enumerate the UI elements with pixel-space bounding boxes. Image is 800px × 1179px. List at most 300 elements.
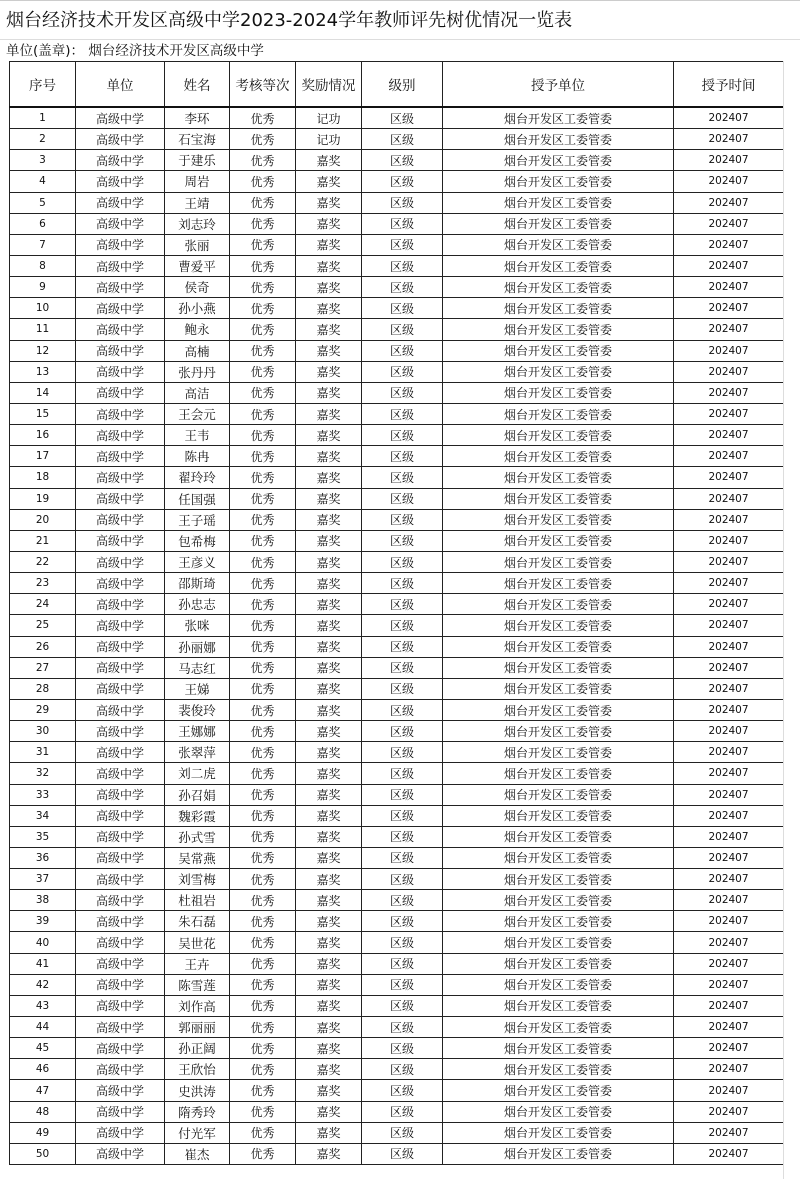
cell-unit[interactable]: 高级中学 <box>76 425 165 446</box>
cell-rating[interactable]: 优秀 <box>230 107 296 129</box>
cell-rating[interactable]: 优秀 <box>230 995 296 1016</box>
cell-rating[interactable]: 优秀 <box>230 636 296 657</box>
cell-seq[interactable]: 27 <box>10 657 76 678</box>
cell-seq[interactable]: 13 <box>10 361 76 382</box>
cell-grantor[interactable]: 烟台开发区工委管委 <box>443 277 674 298</box>
cell-rating[interactable]: 优秀 <box>230 277 296 298</box>
cell-award[interactable]: 嘉奖 <box>296 403 362 424</box>
cell-level[interactable]: 区级 <box>362 255 443 276</box>
cell-award[interactable]: 嘉奖 <box>296 488 362 509</box>
cell-rating[interactable]: 优秀 <box>230 382 296 403</box>
cell-award[interactable]: 嘉奖 <box>296 573 362 594</box>
cell-award[interactable]: 嘉奖 <box>296 1038 362 1059</box>
cell-award[interactable]: 嘉奖 <box>296 594 362 615</box>
cell-name[interactable]: 崔杰 <box>165 1143 230 1164</box>
cell-name[interactable]: 付光军 <box>165 1122 230 1143</box>
cell-level[interactable]: 区级 <box>362 742 443 763</box>
cell-name[interactable]: 石宝海 <box>165 129 230 150</box>
cell-grantor[interactable]: 烟台开发区工委管委 <box>443 911 674 932</box>
cell-unit[interactable]: 高级中学 <box>76 551 165 572</box>
cell-award[interactable]: 嘉奖 <box>296 1143 362 1164</box>
cell-rating[interactable]: 优秀 <box>230 1017 296 1038</box>
cell-grant-time[interactable]: 202407 <box>674 446 784 467</box>
cell-grantor[interactable]: 烟台开发区工委管委 <box>443 890 674 911</box>
cell-unit[interactable]: 高级中学 <box>76 657 165 678</box>
cell-award[interactable]: 嘉奖 <box>296 953 362 974</box>
cell-level[interactable]: 区级 <box>362 890 443 911</box>
cell-rating[interactable]: 优秀 <box>230 1101 296 1122</box>
cell-grant-time[interactable]: 202407 <box>674 721 784 742</box>
cell-unit[interactable]: 高级中学 <box>76 995 165 1016</box>
cell-award[interactable]: 嘉奖 <box>296 678 362 699</box>
cell-unit[interactable]: 高级中学 <box>76 1143 165 1164</box>
header-unit[interactable]: 单位 <box>76 62 165 108</box>
cell-award[interactable]: 嘉奖 <box>296 763 362 784</box>
cell-grant-time[interactable]: 202407 <box>674 890 784 911</box>
cell-rating[interactable]: 优秀 <box>230 425 296 446</box>
cell-grant-time[interactable]: 202407 <box>674 826 784 847</box>
cell-unit[interactable]: 高级中学 <box>76 171 165 192</box>
cell-name[interactable]: 刘二虎 <box>165 763 230 784</box>
cell-unit[interactable]: 高级中学 <box>76 213 165 234</box>
header-level[interactable]: 级别 <box>362 62 443 108</box>
cell-grant-time[interactable]: 202407 <box>674 1122 784 1143</box>
cell-grantor[interactable]: 烟台开发区工委管委 <box>443 721 674 742</box>
cell-name[interactable]: 张咪 <box>165 615 230 636</box>
cell-level[interactable]: 区级 <box>362 953 443 974</box>
header-grantor[interactable]: 授予单位 <box>443 62 674 108</box>
cell-award[interactable]: 嘉奖 <box>296 213 362 234</box>
cell-unit[interactable]: 高级中学 <box>76 847 165 868</box>
cell-grant-time[interactable]: 202407 <box>674 551 784 572</box>
cell-level[interactable]: 区级 <box>362 1059 443 1080</box>
cell-grant-time[interactable]: 202407 <box>674 995 784 1016</box>
cell-grantor[interactable]: 烟台开发区工委管委 <box>443 425 674 446</box>
cell-rating[interactable]: 优秀 <box>230 678 296 699</box>
cell-level[interactable]: 区级 <box>362 129 443 150</box>
cell-grant-time[interactable]: 202407 <box>674 932 784 953</box>
cell-award[interactable]: 嘉奖 <box>296 171 362 192</box>
cell-unit[interactable]: 高级中学 <box>76 763 165 784</box>
cell-award[interactable]: 嘉奖 <box>296 361 362 382</box>
cell-grantor[interactable]: 烟台开发区工委管委 <box>443 763 674 784</box>
cell-seq[interactable]: 21 <box>10 530 76 551</box>
cell-grant-time[interactable]: 202407 <box>674 277 784 298</box>
cell-award[interactable]: 嘉奖 <box>296 425 362 446</box>
cell-seq[interactable]: 10 <box>10 298 76 319</box>
cell-name[interactable]: 王娜娜 <box>165 721 230 742</box>
cell-unit[interactable]: 高级中学 <box>76 869 165 890</box>
cell-grantor[interactable]: 烟台开发区工委管委 <box>443 192 674 213</box>
cell-seq[interactable]: 17 <box>10 446 76 467</box>
cell-level[interactable]: 区级 <box>362 488 443 509</box>
cell-level[interactable]: 区级 <box>362 340 443 361</box>
cell-rating[interactable]: 优秀 <box>230 805 296 826</box>
cell-grant-time[interactable]: 202407 <box>674 319 784 340</box>
cell-grantor[interactable]: 烟台开发区工委管委 <box>443 1017 674 1038</box>
cell-unit[interactable]: 高级中学 <box>76 826 165 847</box>
cell-rating[interactable]: 优秀 <box>230 953 296 974</box>
cell-seq[interactable]: 29 <box>10 699 76 720</box>
cell-seq[interactable]: 3 <box>10 150 76 171</box>
cell-grantor[interactable]: 烟台开发区工委管委 <box>443 382 674 403</box>
cell-unit[interactable]: 高级中学 <box>76 890 165 911</box>
cell-award[interactable]: 嘉奖 <box>296 995 362 1016</box>
cell-name[interactable]: 陈冉 <box>165 446 230 467</box>
cell-seq[interactable]: 2 <box>10 129 76 150</box>
cell-grant-time[interactable]: 202407 <box>674 488 784 509</box>
cell-grant-time[interactable]: 202407 <box>674 615 784 636</box>
cell-name[interactable]: 高洁 <box>165 382 230 403</box>
cell-grantor[interactable]: 烟台开发区工委管委 <box>443 932 674 953</box>
cell-unit[interactable]: 高级中学 <box>76 298 165 319</box>
cell-unit[interactable]: 高级中学 <box>76 255 165 276</box>
cell-unit[interactable]: 高级中学 <box>76 953 165 974</box>
cell-unit[interactable]: 高级中学 <box>76 467 165 488</box>
cell-grant-time[interactable]: 202407 <box>674 974 784 995</box>
cell-seq[interactable]: 1 <box>10 107 76 129</box>
cell-grantor[interactable]: 烟台开发区工委管委 <box>443 107 674 129</box>
cell-name[interactable]: 李环 <box>165 107 230 129</box>
cell-name[interactable]: 侯奇 <box>165 277 230 298</box>
cell-rating[interactable]: 优秀 <box>230 615 296 636</box>
cell-award[interactable]: 嘉奖 <box>296 721 362 742</box>
cell-name[interactable]: 朱石磊 <box>165 911 230 932</box>
cell-level[interactable]: 区级 <box>362 869 443 890</box>
cell-grantor[interactable]: 烟台开发区工委管委 <box>443 657 674 678</box>
cell-rating[interactable]: 优秀 <box>230 974 296 995</box>
cell-unit[interactable]: 高级中学 <box>76 277 165 298</box>
cell-grantor[interactable]: 烟台开发区工委管委 <box>443 953 674 974</box>
cell-grantor[interactable]: 烟台开发区工委管委 <box>443 298 674 319</box>
cell-name[interactable]: 张翠萍 <box>165 742 230 763</box>
cell-name[interactable]: 王彦义 <box>165 551 230 572</box>
cell-grantor[interactable]: 烟台开发区工委管委 <box>443 255 674 276</box>
cell-grant-time[interactable]: 202407 <box>674 129 784 150</box>
cell-name[interactable]: 刘志玲 <box>165 213 230 234</box>
cell-award[interactable]: 记功 <box>296 129 362 150</box>
cell-name[interactable]: 魏彩霞 <box>165 805 230 826</box>
cell-unit[interactable]: 高级中学 <box>76 615 165 636</box>
cell-name[interactable]: 孙正阔 <box>165 1038 230 1059</box>
cell-level[interactable]: 区级 <box>362 192 443 213</box>
cell-level[interactable]: 区级 <box>362 636 443 657</box>
cell-unit[interactable]: 高级中学 <box>76 678 165 699</box>
cell-rating[interactable]: 优秀 <box>230 551 296 572</box>
cell-unit[interactable]: 高级中学 <box>76 1122 165 1143</box>
cell-level[interactable]: 区级 <box>362 298 443 319</box>
cell-unit[interactable]: 高级中学 <box>76 911 165 932</box>
cell-rating[interactable]: 优秀 <box>230 488 296 509</box>
cell-grant-time[interactable]: 202407 <box>674 107 784 129</box>
cell-award[interactable]: 嘉奖 <box>296 742 362 763</box>
cell-rating[interactable]: 优秀 <box>230 932 296 953</box>
cell-level[interactable]: 区级 <box>362 382 443 403</box>
cell-level[interactable]: 区级 <box>362 171 443 192</box>
cell-level[interactable]: 区级 <box>362 1101 443 1122</box>
cell-grantor[interactable]: 烟台开发区工委管委 <box>443 171 674 192</box>
cell-grantor[interactable]: 烟台开发区工委管委 <box>443 678 674 699</box>
cell-level[interactable]: 区级 <box>362 234 443 255</box>
header-name[interactable]: 姓名 <box>165 62 230 108</box>
cell-rating[interactable]: 优秀 <box>230 361 296 382</box>
cell-unit[interactable]: 高级中学 <box>76 488 165 509</box>
cell-seq[interactable]: 34 <box>10 805 76 826</box>
cell-award[interactable]: 嘉奖 <box>296 530 362 551</box>
cell-award[interactable]: 嘉奖 <box>296 1101 362 1122</box>
cell-grant-time[interactable]: 202407 <box>674 594 784 615</box>
cell-grant-time[interactable]: 202407 <box>674 382 784 403</box>
cell-grant-time[interactable]: 202407 <box>674 509 784 530</box>
cell-seq[interactable]: 35 <box>10 826 76 847</box>
cell-level[interactable]: 区级 <box>362 1143 443 1164</box>
cell-name[interactable]: 史洪涛 <box>165 1080 230 1101</box>
cell-name[interactable]: 王韦 <box>165 425 230 446</box>
cell-name[interactable]: 王卉 <box>165 953 230 974</box>
cell-unit[interactable]: 高级中学 <box>76 594 165 615</box>
cell-award[interactable]: 嘉奖 <box>296 636 362 657</box>
cell-award[interactable]: 嘉奖 <box>296 826 362 847</box>
cell-rating[interactable]: 优秀 <box>230 1143 296 1164</box>
cell-name[interactable]: 吴常燕 <box>165 847 230 868</box>
cell-grantor[interactable]: 烟台开发区工委管委 <box>443 1143 674 1164</box>
cell-unit[interactable]: 高级中学 <box>76 192 165 213</box>
cell-rating[interactable]: 优秀 <box>230 657 296 678</box>
cell-grantor[interactable]: 烟台开发区工委管委 <box>443 446 674 467</box>
cell-rating[interactable]: 优秀 <box>230 826 296 847</box>
cell-seq[interactable]: 14 <box>10 382 76 403</box>
cell-grantor[interactable]: 烟台开发区工委管委 <box>443 129 674 150</box>
cell-name[interactable]: 裴俊玲 <box>165 699 230 720</box>
cell-rating[interactable]: 优秀 <box>230 509 296 530</box>
cell-seq[interactable]: 20 <box>10 509 76 530</box>
cell-rating[interactable]: 优秀 <box>230 1080 296 1101</box>
cell-grant-time[interactable]: 202407 <box>674 805 784 826</box>
cell-award[interactable]: 嘉奖 <box>296 467 362 488</box>
cell-rating[interactable]: 优秀 <box>230 594 296 615</box>
cell-unit[interactable]: 高级中学 <box>76 974 165 995</box>
cell-award[interactable]: 嘉奖 <box>296 869 362 890</box>
cell-name[interactable]: 王会元 <box>165 403 230 424</box>
cell-seq[interactable]: 50 <box>10 1143 76 1164</box>
cell-award[interactable]: 嘉奖 <box>296 150 362 171</box>
cell-grant-time[interactable]: 202407 <box>674 340 784 361</box>
cell-seq[interactable]: 19 <box>10 488 76 509</box>
cell-name[interactable]: 隋秀玲 <box>165 1101 230 1122</box>
cell-name[interactable]: 张丽 <box>165 234 230 255</box>
cell-level[interactable]: 区级 <box>362 573 443 594</box>
cell-name[interactable]: 王子瑶 <box>165 509 230 530</box>
cell-grant-time[interactable]: 202407 <box>674 361 784 382</box>
cell-grant-time[interactable]: 202407 <box>674 1017 784 1038</box>
cell-name[interactable]: 鲍永 <box>165 319 230 340</box>
cell-name[interactable]: 陈雪莲 <box>165 974 230 995</box>
cell-grant-time[interactable]: 202407 <box>674 1080 784 1101</box>
cell-award[interactable]: 嘉奖 <box>296 298 362 319</box>
cell-award[interactable]: 嘉奖 <box>296 847 362 868</box>
cell-award[interactable]: 嘉奖 <box>296 699 362 720</box>
header-award[interactable]: 奖励情况 <box>296 62 362 108</box>
cell-level[interactable]: 区级 <box>362 657 443 678</box>
cell-grantor[interactable]: 烟台开发区工委管委 <box>443 1038 674 1059</box>
cell-rating[interactable]: 优秀 <box>230 721 296 742</box>
cell-level[interactable]: 区级 <box>362 213 443 234</box>
cell-name[interactable]: 刘作高 <box>165 995 230 1016</box>
cell-name[interactable]: 任国强 <box>165 488 230 509</box>
cell-name[interactable]: 邵斯琦 <box>165 573 230 594</box>
cell-level[interactable]: 区级 <box>362 805 443 826</box>
cell-rating[interactable]: 优秀 <box>230 911 296 932</box>
cell-level[interactable]: 区级 <box>362 467 443 488</box>
cell-rating[interactable]: 优秀 <box>230 847 296 868</box>
cell-level[interactable]: 区级 <box>362 594 443 615</box>
cell-grant-time[interactable]: 202407 <box>674 636 784 657</box>
cell-unit[interactable]: 高级中学 <box>76 1059 165 1080</box>
cell-seq[interactable]: 25 <box>10 615 76 636</box>
cell-unit[interactable]: 高级中学 <box>76 932 165 953</box>
cell-name[interactable]: 孙式雪 <box>165 826 230 847</box>
cell-rating[interactable]: 优秀 <box>230 763 296 784</box>
cell-level[interactable]: 区级 <box>362 1017 443 1038</box>
cell-seq[interactable]: 36 <box>10 847 76 868</box>
cell-unit[interactable]: 高级中学 <box>76 805 165 826</box>
cell-grant-time[interactable]: 202407 <box>674 911 784 932</box>
cell-rating[interactable]: 优秀 <box>230 213 296 234</box>
header-grant-time[interactable]: 授予时间 <box>674 62 784 108</box>
cell-rating[interactable]: 优秀 <box>230 446 296 467</box>
cell-level[interactable]: 区级 <box>362 784 443 805</box>
cell-seq[interactable]: 30 <box>10 721 76 742</box>
cell-grant-time[interactable]: 202407 <box>674 763 784 784</box>
cell-seq[interactable]: 12 <box>10 340 76 361</box>
cell-grant-time[interactable]: 202407 <box>674 953 784 974</box>
cell-grantor[interactable]: 烟台开发区工委管委 <box>443 509 674 530</box>
cell-name[interactable]: 杜祖岩 <box>165 890 230 911</box>
cell-award[interactable]: 嘉奖 <box>296 1122 362 1143</box>
cell-rating[interactable]: 优秀 <box>230 869 296 890</box>
cell-award[interactable]: 嘉奖 <box>296 1059 362 1080</box>
cell-level[interactable]: 区级 <box>362 446 443 467</box>
cell-grantor[interactable]: 烟台开发区工委管委 <box>443 573 674 594</box>
cell-grant-time[interactable]: 202407 <box>674 699 784 720</box>
cell-grantor[interactable]: 烟台开发区工委管委 <box>443 1080 674 1101</box>
cell-unit[interactable]: 高级中学 <box>76 234 165 255</box>
cell-level[interactable]: 区级 <box>362 150 443 171</box>
cell-unit[interactable]: 高级中学 <box>76 403 165 424</box>
cell-unit[interactable]: 高级中学 <box>76 1017 165 1038</box>
cell-rating[interactable]: 优秀 <box>230 192 296 213</box>
cell-unit[interactable]: 高级中学 <box>76 721 165 742</box>
cell-seq[interactable]: 41 <box>10 953 76 974</box>
cell-unit[interactable]: 高级中学 <box>76 573 165 594</box>
cell-rating[interactable]: 优秀 <box>230 699 296 720</box>
cell-seq[interactable]: 37 <box>10 869 76 890</box>
cell-level[interactable]: 区级 <box>362 403 443 424</box>
cell-unit[interactable]: 高级中学 <box>76 382 165 403</box>
cell-award[interactable]: 嘉奖 <box>296 192 362 213</box>
cell-unit[interactable]: 高级中学 <box>76 784 165 805</box>
cell-name[interactable]: 张丹丹 <box>165 361 230 382</box>
cell-level[interactable]: 区级 <box>362 319 443 340</box>
cell-grantor[interactable]: 烟台开发区工委管委 <box>443 150 674 171</box>
cell-seq[interactable]: 7 <box>10 234 76 255</box>
cell-grantor[interactable]: 烟台开发区工委管委 <box>443 319 674 340</box>
cell-rating[interactable]: 优秀 <box>230 150 296 171</box>
cell-grantor[interactable]: 烟台开发区工委管委 <box>443 805 674 826</box>
cell-award[interactable]: 嘉奖 <box>296 319 362 340</box>
cell-rating[interactable]: 优秀 <box>230 129 296 150</box>
cell-name[interactable]: 王靖 <box>165 192 230 213</box>
cell-rating[interactable]: 优秀 <box>230 319 296 340</box>
cell-grant-time[interactable]: 202407 <box>674 213 784 234</box>
cell-grant-time[interactable]: 202407 <box>674 255 784 276</box>
cell-grant-time[interactable]: 202407 <box>674 234 784 255</box>
cell-unit[interactable]: 高级中学 <box>76 1101 165 1122</box>
cell-seq[interactable]: 42 <box>10 974 76 995</box>
cell-grantor[interactable]: 烟台开发区工委管委 <box>443 530 674 551</box>
cell-award[interactable]: 嘉奖 <box>296 805 362 826</box>
cell-seq[interactable]: 49 <box>10 1122 76 1143</box>
cell-rating[interactable]: 优秀 <box>230 255 296 276</box>
cell-seq[interactable]: 31 <box>10 742 76 763</box>
cell-grant-time[interactable]: 202407 <box>674 1038 784 1059</box>
cell-level[interactable]: 区级 <box>362 277 443 298</box>
cell-seq[interactable]: 44 <box>10 1017 76 1038</box>
cell-level[interactable]: 区级 <box>362 847 443 868</box>
cell-grantor[interactable]: 烟台开发区工委管委 <box>443 869 674 890</box>
cell-level[interactable]: 区级 <box>362 615 443 636</box>
cell-level[interactable]: 区级 <box>362 721 443 742</box>
cell-seq[interactable]: 23 <box>10 573 76 594</box>
cell-level[interactable]: 区级 <box>362 1080 443 1101</box>
cell-level[interactable]: 区级 <box>362 509 443 530</box>
cell-unit[interactable]: 高级中学 <box>76 150 165 171</box>
cell-award[interactable]: 嘉奖 <box>296 446 362 467</box>
cell-grant-time[interactable]: 202407 <box>674 150 784 171</box>
cell-seq[interactable]: 46 <box>10 1059 76 1080</box>
cell-seq[interactable]: 16 <box>10 425 76 446</box>
cell-grantor[interactable]: 烟台开发区工委管委 <box>443 699 674 720</box>
cell-name[interactable]: 于建乐 <box>165 150 230 171</box>
cell-award[interactable]: 嘉奖 <box>296 234 362 255</box>
cell-level[interactable]: 区级 <box>362 1038 443 1059</box>
cell-seq[interactable]: 47 <box>10 1080 76 1101</box>
cell-seq[interactable]: 38 <box>10 890 76 911</box>
cell-seq[interactable]: 5 <box>10 192 76 213</box>
cell-grant-time[interactable]: 202407 <box>674 784 784 805</box>
cell-grantor[interactable]: 烟台开发区工委管委 <box>443 784 674 805</box>
cell-grantor[interactable]: 烟台开发区工委管委 <box>443 1059 674 1080</box>
cell-grantor[interactable]: 烟台开发区工委管委 <box>443 1122 674 1143</box>
cell-rating[interactable]: 优秀 <box>230 234 296 255</box>
cell-name[interactable]: 王欣怡 <box>165 1059 230 1080</box>
cell-level[interactable]: 区级 <box>362 425 443 446</box>
cell-unit[interactable]: 高级中学 <box>76 446 165 467</box>
cell-level[interactable]: 区级 <box>362 974 443 995</box>
cell-name[interactable]: 翟玲玲 <box>165 467 230 488</box>
cell-grantor[interactable]: 烟台开发区工委管委 <box>443 636 674 657</box>
cell-award[interactable]: 嘉奖 <box>296 509 362 530</box>
cell-award[interactable]: 嘉奖 <box>296 615 362 636</box>
cell-name[interactable]: 吴世花 <box>165 932 230 953</box>
cell-grantor[interactable]: 烟台开发区工委管委 <box>443 467 674 488</box>
cell-grantor[interactable]: 烟台开发区工委管委 <box>443 594 674 615</box>
cell-grantor[interactable]: 烟台开发区工委管委 <box>443 340 674 361</box>
cell-level[interactable]: 区级 <box>362 107 443 129</box>
cell-level[interactable]: 区级 <box>362 911 443 932</box>
cell-name[interactable]: 马志红 <box>165 657 230 678</box>
cell-rating[interactable]: 优秀 <box>230 298 296 319</box>
